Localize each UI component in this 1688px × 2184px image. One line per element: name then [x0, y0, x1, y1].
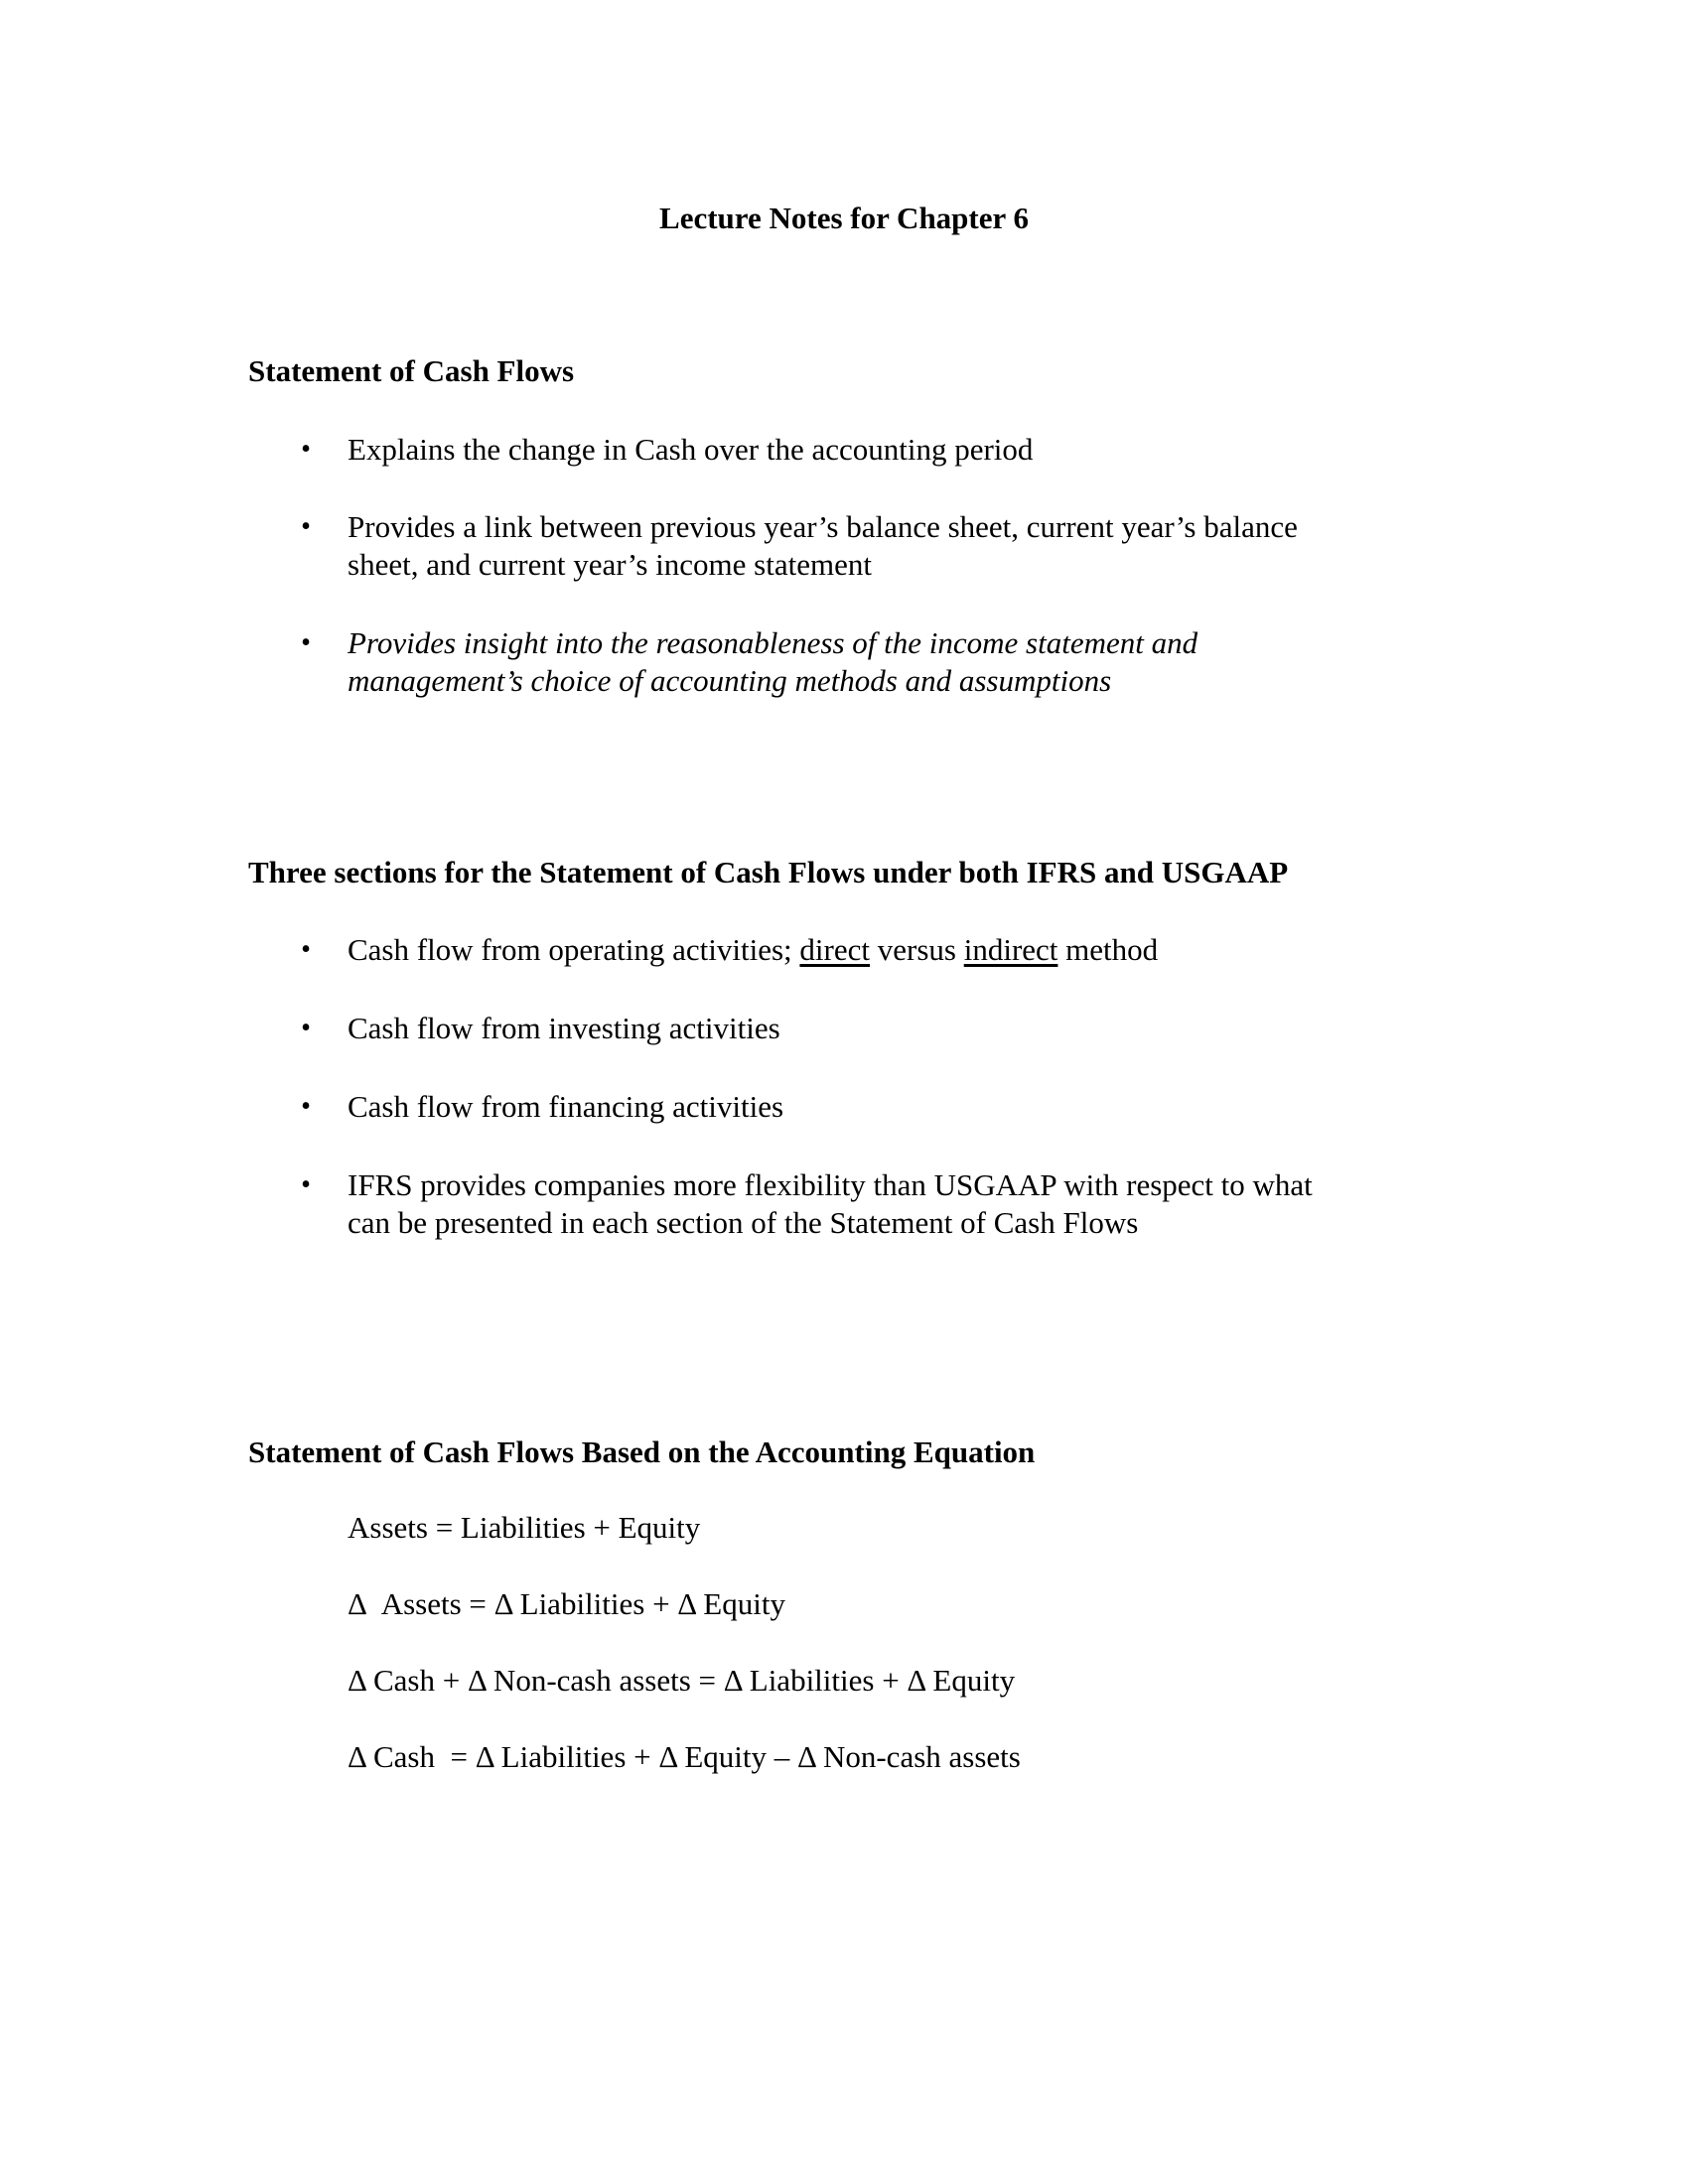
- equation-line: Δ Assets = Δ Liabilities + Δ Equity: [348, 1586, 785, 1621]
- bullet-line: [348, 931, 1440, 969]
- bullet-line: Explains the change in Cash over the accounting period: [348, 432, 1034, 467]
- bullet-text: [348, 624, 1440, 700]
- indirect-term: indirect: [963, 932, 1058, 967]
- bullet-icon: •: [301, 1091, 311, 1122]
- method-text: method: [1057, 932, 1159, 967]
- bullet-line: Cash flow from financing activities: [348, 1089, 784, 1124]
- bullet-icon: •: [301, 434, 311, 465]
- section-heading-statement-of-cash-flows: Statement of Cash Flows: [248, 353, 575, 388]
- bullet-icon: •: [301, 1169, 311, 1200]
- bullet-line: sheet, and current year’s income statement: [348, 547, 872, 582]
- direct-term: direct: [799, 932, 870, 967]
- bullet-text: [348, 1088, 1440, 1126]
- equation-line: Assets = Liabilities + Equity: [348, 1510, 701, 1545]
- bullet-line: IFRS provides companies more flexibility than USGAAP with respect to what: [348, 1167, 1313, 1202]
- bullet-line: Provides a link between previous year’s balance sheet, current year’s balance: [348, 509, 1298, 544]
- page-title: Lecture Notes for Chapter 6: [659, 201, 1029, 235]
- bullet-text: [348, 1166, 1440, 1242]
- bullet-line: can be presented in each section of the Statement of Cash Flows: [348, 1205, 1139, 1240]
- bullet-icon: •: [301, 627, 311, 658]
- section-heading-accounting-equation: Statement of Cash Flows Based on the Accounting Equation: [248, 1434, 1036, 1469]
- bullet-icon: •: [301, 1013, 311, 1043]
- equation-line: Δ Cash = Δ Liabilities + Δ Equity – Δ Non-cash assets: [348, 1739, 1021, 1774]
- bullet-text: [348, 931, 1440, 969]
- bullet-line: Provides insight into the reasonableness of the income statement and: [348, 625, 1198, 660]
- section-heading-three-sections: Three sections for the Statement of Cash Flows under both IFRS and USGAAP: [248, 855, 1289, 889]
- equation-line: Δ Cash + Δ Non-cash assets = Δ Liabilities + Δ Equity: [348, 1663, 1016, 1698]
- bullet-icon: •: [301, 511, 311, 542]
- bullet-text: [348, 1010, 1440, 1047]
- versus-text: versus: [870, 932, 964, 967]
- bullet-icon: •: [301, 934, 311, 965]
- operating-prefix-text: Cash flow from operating activities;: [348, 932, 800, 967]
- bullet-text: [348, 431, 1440, 469]
- bullet-line: management’s choice of accounting methods and assumptions: [348, 663, 1112, 698]
- bullet-line: Cash flow from investing activities: [348, 1011, 780, 1045]
- bullet-text: [348, 508, 1440, 584]
